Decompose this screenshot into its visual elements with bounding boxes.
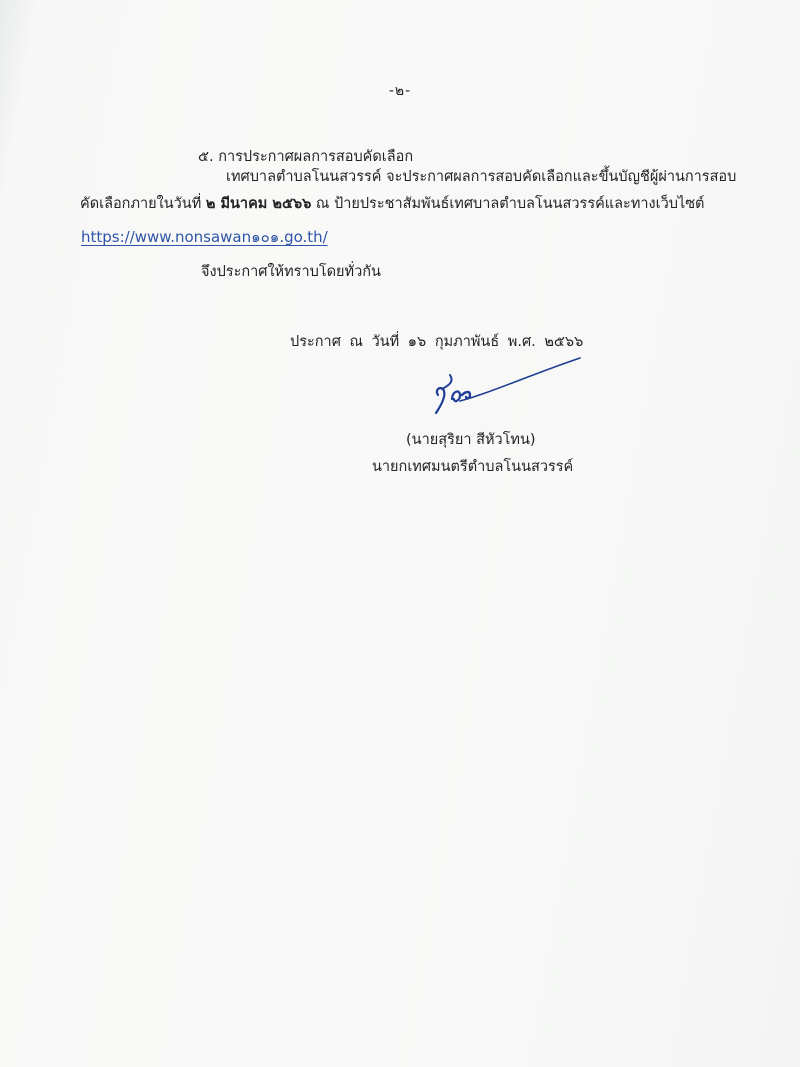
paragraph-line-2-prefix: คัดเลือกภายในวันที่ — [80, 196, 206, 212]
website-link[interactable]: https://www.nonsawan๑๐๑.go.th/ — [81, 228, 328, 246]
section-heading: ๕. การประกาศผลการสอบคัดเลือก — [198, 149, 414, 165]
page-number: -๒- — [388, 83, 412, 99]
paragraph-line-1: เทศบาลตำบลโนนสวรรค์ จะประกาศผลการสอบคัดเลือกและขึ้นบัญชีผู้ผ่านการสอบ — [226, 169, 737, 185]
paragraph-line-2 — [80, 192, 704, 215]
paragraph-line-2-suffix: ณ ป้ายประชาสัมพันธ์เทศบาลตำบลโนนสวรรค์และทางเว็บไซต์ — [311, 196, 705, 212]
signer-name: (นายสุริยา สีหัวโทน) — [406, 432, 536, 448]
announcement-result-date: ๒ มีนาคม ๒๕๖๖ — [205, 196, 312, 212]
announcement-date: ประกาศ ณ วันที่ ๑๖ กุมภาพันธ์ พ.ศ. ๒๕๖๖ — [290, 334, 584, 350]
signature-image — [420, 355, 590, 425]
closing-text: จึงประกาศให้ทราบโดยทั่วกัน — [201, 264, 381, 280]
signer-title: นายกเทศมนตรีตำบลโนนสวรรค์ — [372, 459, 574, 475]
